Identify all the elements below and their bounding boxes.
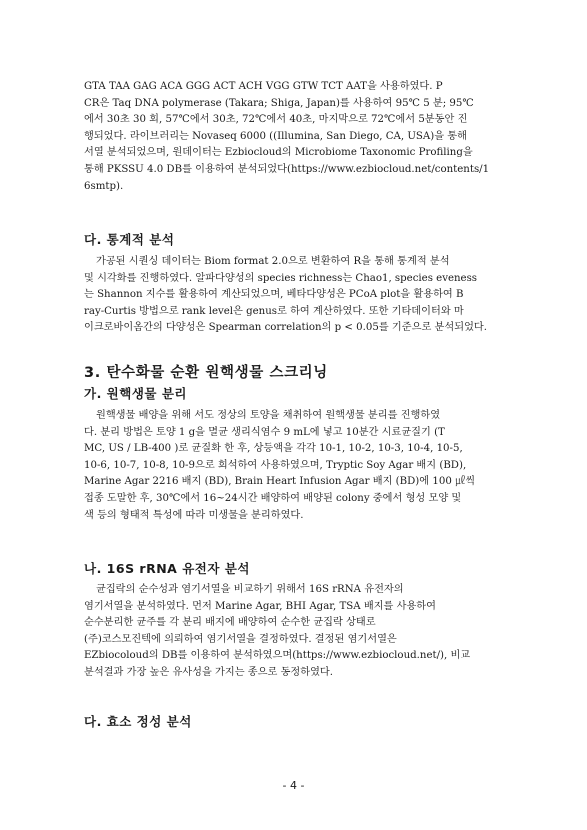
text-line: ray-Curtis 방법으로 rank level은 genus로 하여 계산하였다. 또한 기타데이터와 마 <box>84 305 464 317</box>
text-line: EZbiocoloud의 DB를 이용하여 분석하였으며(https://www.ezbiocloud.net/), 비교 <box>84 650 471 662</box>
section-heading-isolation: 가. 원핵생물 분리 <box>84 386 187 401</box>
text-line: 균집락의 순수성과 염기서열을 비교하기 위해서 16S rRNA 유전자의 <box>96 584 404 595</box>
chapter-heading-screening: 3. 탄수화물 순환 원핵생물 스크리닝 <box>84 365 328 381</box>
methods-paragraph-sequencing <box>84 79 505 195</box>
section-heading-enzyme: 다. 효소 정성 분석 <box>84 714 192 729</box>
text-line: 6smtp). <box>84 180 124 192</box>
text-line: GTA TAA GAG ACA GGG ACT ACH VGG GTW TCT AAT을 사용하였다. P <box>84 81 443 92</box>
text-line: 순수분리한 균주를 각 분리 배지에 배양하여 순수한 균집락 상태로 <box>84 617 376 629</box>
text-line: 원핵생물 배양을 위해 서도 정상의 토양을 채취하여 원핵생물 분리를 진행하였 <box>96 410 441 421</box>
page-number: - 4 - <box>282 779 305 792</box>
text-line: 에서 30초 30 회, 57℃에서 30초, 72℃에서 40초, 마지막으로 72℃에서 5분동안 진 <box>84 114 468 126</box>
text-line: 가공된 시퀀싱 데이터는 Biom format 2.0으로 변환하여 R을 통해 통계적 분석 <box>96 256 450 267</box>
text-line: 및 시각화를 진행하였다. 알파다양성의 species richness는 Chao1, species eveness <box>84 272 478 284</box>
text-line: 10-6, 10-7, 10-8, 10-9으로 희석하여 사용하였으며, Tryptic Soy Agar 배지 (BD), <box>84 459 467 471</box>
section-heading-statistics: 다. 통계적 분석 <box>84 232 175 247</box>
section-heading-16s: 나. 16S rRNA 유전자 분석 <box>84 561 250 576</box>
text-line: 이크로바이옴간의 다양성은 Spearman correlation의 p < 0.05를 기준으로 분석되었다. <box>84 322 487 334</box>
text-line: 접종 도말한 후, 30℃에서 16~24시간 배양하여 배양된 colony 중에서 형성 모양 및 <box>84 492 462 504</box>
methods-paragraph-isolation <box>84 408 505 524</box>
text-line: 분석결과 가장 높은 유사성을 가지는 종으로 동정하였다. <box>84 666 334 678</box>
text-line: (주)코스모진텍에 의뢰하여 염기서열을 결정하였다. 결정된 염기서열은 <box>84 633 397 645</box>
methods-paragraph-16s <box>84 582 505 682</box>
methods-paragraph-statistics <box>84 254 505 337</box>
text-line: Marine Agar 2216 배지 (BD), Brain Heart Infusion Agar 배지 (BD)에 100 ㎕씩 <box>84 476 476 488</box>
text-line: 행되었다. 라이브러리는 Novaseq 6000 ((Illumina, San Diego, CA, USA)을 통해 <box>84 130 467 142</box>
text-line: 색 등의 형태적 특성에 따라 미생물을 분리하였다. <box>84 509 304 521</box>
text-line: 는 Shannon 지수를 활용하여 계산되었으며, 베타다양성은 PCoA plot을 활용하여 B <box>84 289 464 301</box>
text-line: 다. 분리 방법은 토양 1 g을 멸균 생리식염수 9 mL에 넣고 10분간 시료균질기 (T <box>84 426 445 438</box>
text-line: CR은 Taq DNA polymerase (Takara; Shiga, Japan)를 사용하여 95℃ 5 분; 95℃ <box>84 97 474 109</box>
text-line: 통해 PKSSU 4.0 DB를 이용하여 분석되었다(https://www.ezbiocloud.net/contents/1 <box>84 163 490 175</box>
text-line: 서열 분석되었으며, 원데이터는 Ezbiocloud의 Microbiome Taxonomic Profiling을 <box>84 147 473 159</box>
text-line: 염기서열을 분석하였다. 먼저 Marine Agar, BHI Agar, TSA 배지를 사용하여 <box>84 600 436 612</box>
text-line: MC, US / LB-400 )로 균질화 한 후, 상등액을 각각 10-1, 10-2, 10-3, 10-4, 10-5, <box>84 443 463 455</box>
